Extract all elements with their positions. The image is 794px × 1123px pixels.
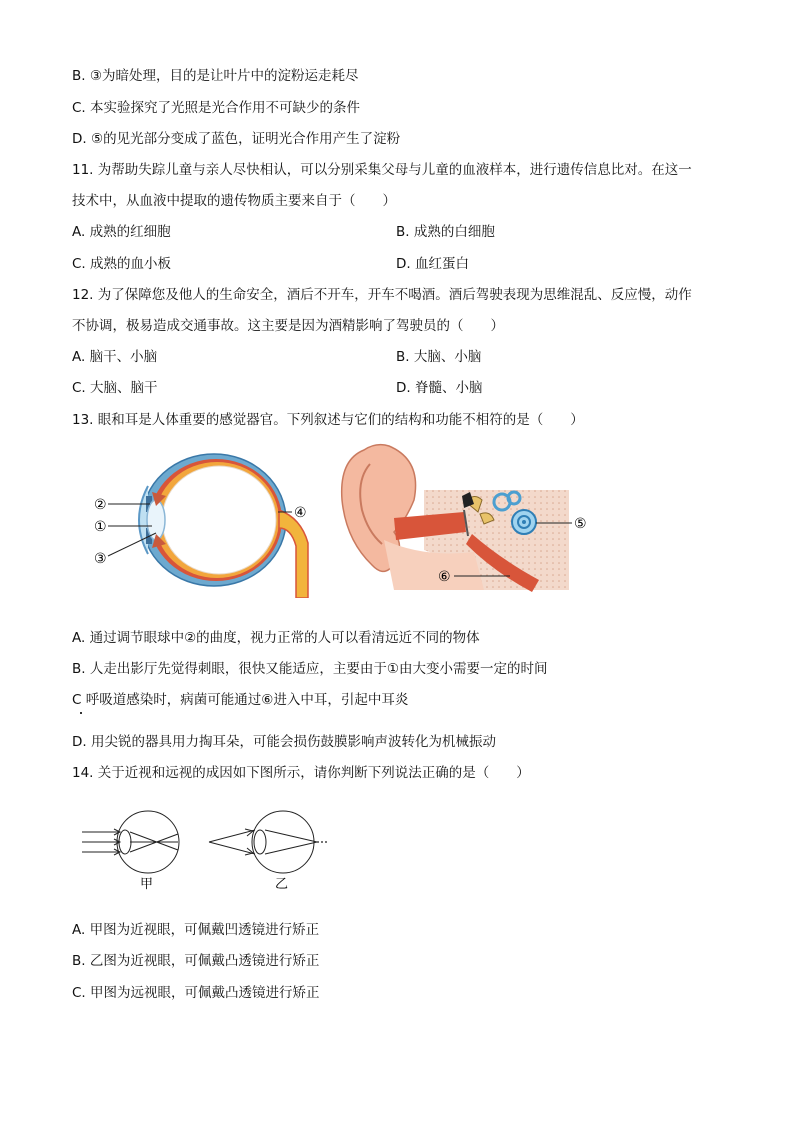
q12-stem-line2: 不协调，极易造成交通事故。这主要是因为酒精影响了驾驶员的（ ） [72,318,504,334]
q13-option-a: A. 通过调节眼球中②的曲度，视力正常的人可以看清远近不同的物体 [72,630,480,646]
q13-option-c: C 呼吸道感染时，病菌可能通过⑥进入中耳，引起中耳炎 [72,692,409,708]
svg-text:③: ③ [94,551,107,567]
q14-stem: 14. 关于近视和远视的成因如下图所示，请你判断下列说法正确的是（ ） [72,765,530,781]
q11-option-d: D. 血红蛋白 [396,256,469,272]
ear-label-5 [574,516,587,532]
eye-label-1 [94,519,107,535]
label-yi: 乙 [275,877,289,890]
ear-label-6 [438,569,451,585]
q10-option-c: C. 本实验探究了光照是光合作用不可缺少的条件 [72,100,361,116]
q13-option-b: B. 人走出影厅先觉得刺眼，很快又能适应，主要由于①由大变小需要一定的时间 [72,661,548,677]
eye-diagram [86,448,326,598]
q11-option-b: B. 成熟的白细胞 [396,224,495,240]
svg-text:⑤: ⑤ [574,516,587,532]
label-jia: 甲 [140,877,154,890]
q10-option-d: D. ⑤的见光部分变成了蓝色，证明光合作用产生了淀粉 [72,131,401,147]
q11-stem-line1: 11. 为帮助失踪儿童与亲人尽快相认，可以分别采集父母与儿童的血液样本，进行遗传信息比对。在这一 [72,162,692,178]
q12-option-c: C. 大脑、脑干 [72,380,158,396]
myopia-diagram-jia [80,808,190,890]
svg-text:④: ④ [294,505,307,521]
eye-label-4 [294,505,307,521]
q11-option-a: A. 成熟的红细胞 [72,224,171,240]
q14-option-b: B. 乙图为近视眼，可佩戴凸透镜进行矫正 [72,953,320,969]
hyperopia-diagram-yi [205,808,335,890]
svg-text:②: ② [94,497,107,513]
q11-option-c: C. 成熟的血小板 [72,256,172,272]
q13-stem: 13. 眼和耳是人体重要的感觉器官。下列叙述与它们的结构和功能不相符的是（ ） [72,412,584,428]
stray-dot [80,712,82,714]
ear-diagram [334,440,594,598]
q12-option-b: B. 大脑、小脑 [396,349,482,365]
q12-option-a: A. 脑干、小脑 [72,349,158,365]
q13-option-d: D. 用尖锐的器具用力掏耳朵，可能会损伤鼓膜影响声波转化为机械振动 [72,734,496,750]
q12-option-d: D. 脊髓、小脑 [396,380,483,396]
eye-label-3 [94,551,107,567]
q14-option-c: C. 甲图为远视眼，可佩戴凸透镜进行矫正 [72,985,320,1001]
q12-stem-line1: 12. 为了保障您及他人的生命安全，酒后不开车，开车不喝酒。酒后驾驶表现为思维混乱、反应慢，动作 [72,287,692,303]
svg-text:①: ① [94,519,107,535]
eye-label-2 [94,497,107,513]
q11-stem-line2: 技术中，从血液中提取的遗传物质主要来自于（ ） [72,193,396,209]
q10-option-b: B. ③为暗处理，目的是让叶片中的淀粉运走耗尽 [72,68,359,84]
svg-text:⑥: ⑥ [438,569,451,585]
q14-option-a: A. 甲图为近视眼，可佩戴凹透镜进行矫正 [72,922,320,938]
